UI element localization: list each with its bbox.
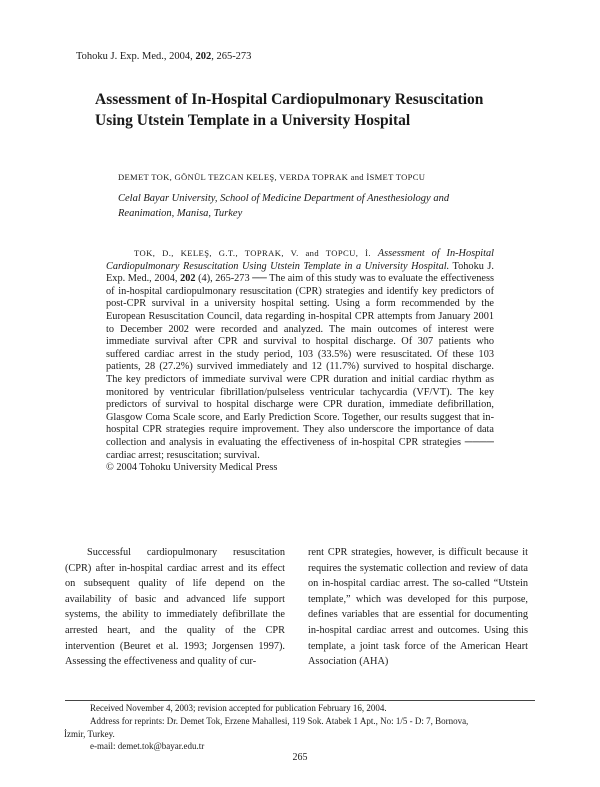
footnote-email: e-mail: demet.tok@bayar.edu.tr bbox=[90, 741, 205, 752]
citation-pages: (4), 265-273 ── bbox=[198, 273, 270, 285]
body-column-right bbox=[308, 545, 528, 670]
journal-reference bbox=[76, 51, 251, 62]
journal-volume: 202 bbox=[195, 51, 212, 62]
article-title: Assessment of In-Hospital Cardiopulmonary Resuscitation Using Utstein Template in a University Hospital bbox=[95, 91, 484, 129]
body-paragraph-left: Successful cardiopulmonary resuscitation (CPR) after in-hospital cardiac arrest and its effect on subsequent quality of life depend on the availability of basic and advanced life support systems, the ability to immediately defibrillate the arrested heart, and the quality of the CPR intervention (Beuret et al. 1993; Jorgensen 1997). Assessing the effectiveness and quality of cur- bbox=[65, 547, 285, 668]
footnote-address-cont: İzmir, Turkey. bbox=[64, 728, 115, 739]
journal-pages: , 265-273 bbox=[211, 51, 252, 62]
abstract-keywords: ──── cardiac arrest; resuscitation; survival. bbox=[106, 436, 494, 461]
author-affiliation: Celal Bayar University, School of Medicine Department of Anesthesiology and Reanimation, Manisa, Turkey bbox=[118, 193, 450, 219]
footnote-divider bbox=[65, 700, 535, 701]
footnote-received: Received November 4, 2003; revision accepted for publication February 16, 2004. bbox=[90, 703, 387, 713]
author-list: DEMET TOK, GÖNÜL TEZCAN KELEŞ, VERDA TOPRAK and İSMET TOPCU bbox=[118, 172, 426, 182]
journal-name: Tohoku J. Exp. Med., 2004, bbox=[76, 51, 193, 62]
body-paragraph-right: rent CPR strategies, however, is difficult because it requires the systematic collection and review of data on in-hospital cardiac arrest. The so-called “Utstein template,” which was developed for this purpose, defines variables that are essential for documenting in-hospital cardiac arrest and outcomes. Using this template, a joint task force of the American Heart Association (AHA) bbox=[308, 547, 528, 668]
citation-volume: 202 bbox=[180, 273, 196, 285]
abstract-body: The aim of this study was to evaluate the effectiveness of in-hospital cardiopulmonary resuscitation (CPR) strategies and identify key predictors of post-CPR survival in a university hospital setting. Using a form recommended by the European Resuscitation Council, data regarding in-hospital CPR attempts from January 2001 to December 2002 were recorded and analyzed. The main outcomes of interest were immediate survival after CPR and survival to hospital discharge. Of 307 patients who suffered cardiac arrest in the study period, 103 (33.5%) were resuscitated. Of these 103 patients, 28 (27.2%) survived immediately and 12 (11.7%) survived to hospital discharge. The key predictors of immediate survival were CPR duration and initial cardiac rhythm as monitored by ventricular fibrillation/pulseless ventricular tachycardia (VF/VT). The key predictors of survival to hospital discharge were CPR duration, immediate defibrillation, Glasgow Coma Scale score, and Early Prediction Score. Together, our results suggest that in-hospital CPR strategies require improvement. They also underscore the importance of data collection and analysis in evaluating the effectiveness of in-hospital CPR strategies bbox=[106, 273, 495, 448]
citation-journal: Tohoku J. Exp. Med., 2004, bbox=[106, 260, 494, 285]
abstract-paragraph bbox=[106, 247, 494, 462]
footnotes bbox=[64, 702, 540, 753]
abstract bbox=[106, 247, 494, 475]
citation-title: Assessment of In-Hospital Cardiopulmonary Resuscitation Using Utstein Template in a University Hospital. bbox=[106, 248, 494, 272]
copyright-notice: © 2004 Tohoku University Medical Press bbox=[106, 462, 278, 474]
body-column-left bbox=[65, 545, 285, 670]
citation-authors: TOK, D., KELEŞ, G.T., TOPRAK, V. and TOPCU, İ. bbox=[134, 248, 371, 258]
page-number: 265 bbox=[292, 752, 308, 763]
footnote-address: Address for reprints: Dr. Demet Tok, Erzene Mahallesi, 119 Sok. Atabek 1 Apt., No: 1/5 - D: 7, Bornova, bbox=[90, 715, 469, 726]
